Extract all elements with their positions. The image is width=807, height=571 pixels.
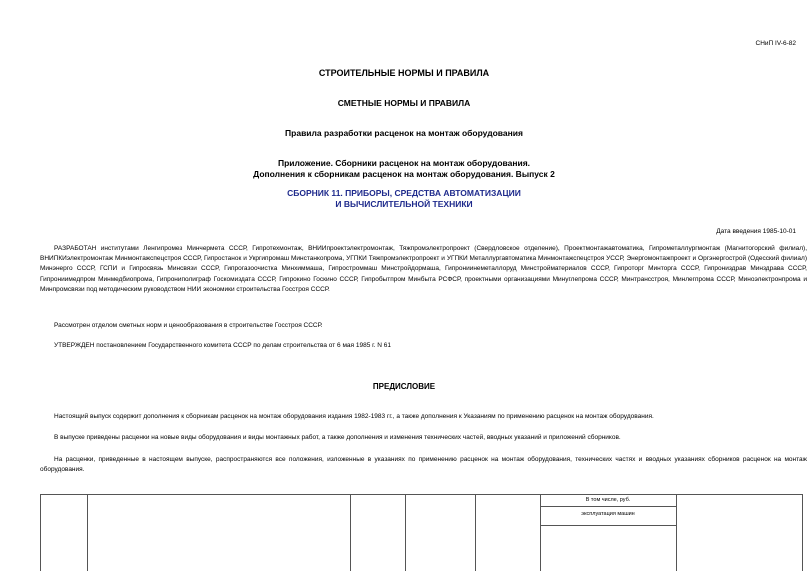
developed-paragraph: РАЗРАБОТАН институтами Ленгипромез Минчермета СССР, Гипротехмонтаж, ВНИИпроектэлектромонтаж, Тяжпромэлектропроект (Свердловское отделение), Проектмонтажавтоматика, Гипрометаллургмонтаж (Магнитогорский филиал), ВНИПКИэлектромонтаж Минмонтажспецстроя СССР, Гипростанок и Укргипромаш Минстанкопрома, УГПКИ Тяжпромэлектропроект и УГПКИ Металлургавтоматика Минмонтажспецстроя УССР, Энергомонтажпроект и Оргэнергострой (Одесский филиал) Минэнерго СССР, ГСПИ и Гипросвязь Минсвязи СССР, Гипрогазоочистка Минхиммаша, Гипростроммаш Минстройдормаша, Гипрониинеметаллоруд Минстройматериалов СССР, Гипроторг Минторга СССР, Гипрониздрав Минздрава СССР, Гипрониимедпром Минмедбиопрома, Гипрониполиграф Госкомиздата СССР, Гипрокино Госкино СССР, Гипробытпром Минбыта РСФСР, проектными организациями Минуглепрома СССР, Минтрансстроя, Минлегпрома СССР, Миноэлектронпрома и Минпромсвязи под методическим руководством НИИ экономики строительства Госстроя СССР.: [40, 245, 807, 293]
preface-heading: ПРЕДИСЛОВИЕ: [372, 382, 436, 391]
collection-title: [40, 188, 768, 210]
table-top-border: [40, 494, 803, 495]
main-title: СТРОИТЕЛЬНЫЕ НОРМЫ И ПРАВИЛА: [318, 68, 490, 78]
appendix-title-line-1: Приложение. Сборники расценок на монтаж оборудования.: [277, 158, 531, 168]
table-col-border: [676, 494, 677, 571]
table-header-divider: [540, 525, 676, 526]
rates-table: [40, 494, 803, 571]
header-machines-cell: эксплуатация машин: [581, 511, 635, 517]
table-col-border: [802, 494, 803, 571]
table-col-border: [40, 494, 41, 571]
collection-title-line-2: И ВЫЧИСЛИТЕЛЬНОЙ ТЕХНИКИ: [335, 199, 473, 209]
table-col-border: [350, 494, 351, 571]
table-col-border: [405, 494, 406, 571]
preface-paragraph-2: В выпуске приведены расценки на новые виды оборудования и виды монтажных работ, а также дополнения и изменения технических частей, вводных указаний и приложений сборников.: [54, 434, 621, 441]
reviewed-paragraph: Рассмотрен отделом сметных норм и ценообразования в строительстве Госстроя СССР.: [54, 322, 323, 329]
approved-paragraph: УТВЕРЖДЕН постановлением Государственного комитета СССР по делам строительства от 6 мая 1985 г. N 61: [54, 342, 392, 349]
table-col-border: [475, 494, 476, 571]
table-header-divider: [540, 506, 676, 507]
collection-title-line-1: СБОРНИК 11. ПРИБОРЫ, СРЕДСТВА АВТОМАТИЗАЦИИ: [287, 188, 521, 198]
document-code: СНиП IV-6-82: [755, 40, 796, 47]
preface-paragraph-1: Настоящий выпуск содержит дополнения к сборникам расценок на монтаж оборудования издания 1982-1983 гг., а также дополнения к Указаниям по применению расценок на монтаж оборудования.: [54, 413, 654, 420]
intro-date: Дата введения 1985-10-01: [716, 228, 796, 235]
appendix-title: [40, 158, 768, 180]
rules-title: Правила разработки расценок на монтаж оборудования: [285, 128, 523, 138]
appendix-title-line-2: Дополнения к сборникам расценок на монтаж оборудования. Выпуск 2: [253, 169, 555, 179]
header-incl-cell: В том числе, руб.: [585, 497, 631, 503]
table-col-border: [87, 494, 88, 571]
subtitle: СМЕТНЫЕ НОРМЫ И ПРАВИЛА: [337, 98, 471, 108]
preface-paragraph-3: На расценки, приведенные в настоящем выпуске, распространяются все положения, изложенные в указаниях по применению расценок на монтаж оборудования, технических частях и вводных указаниях сборников расценок на монтаж оборудования.: [40, 456, 807, 474]
